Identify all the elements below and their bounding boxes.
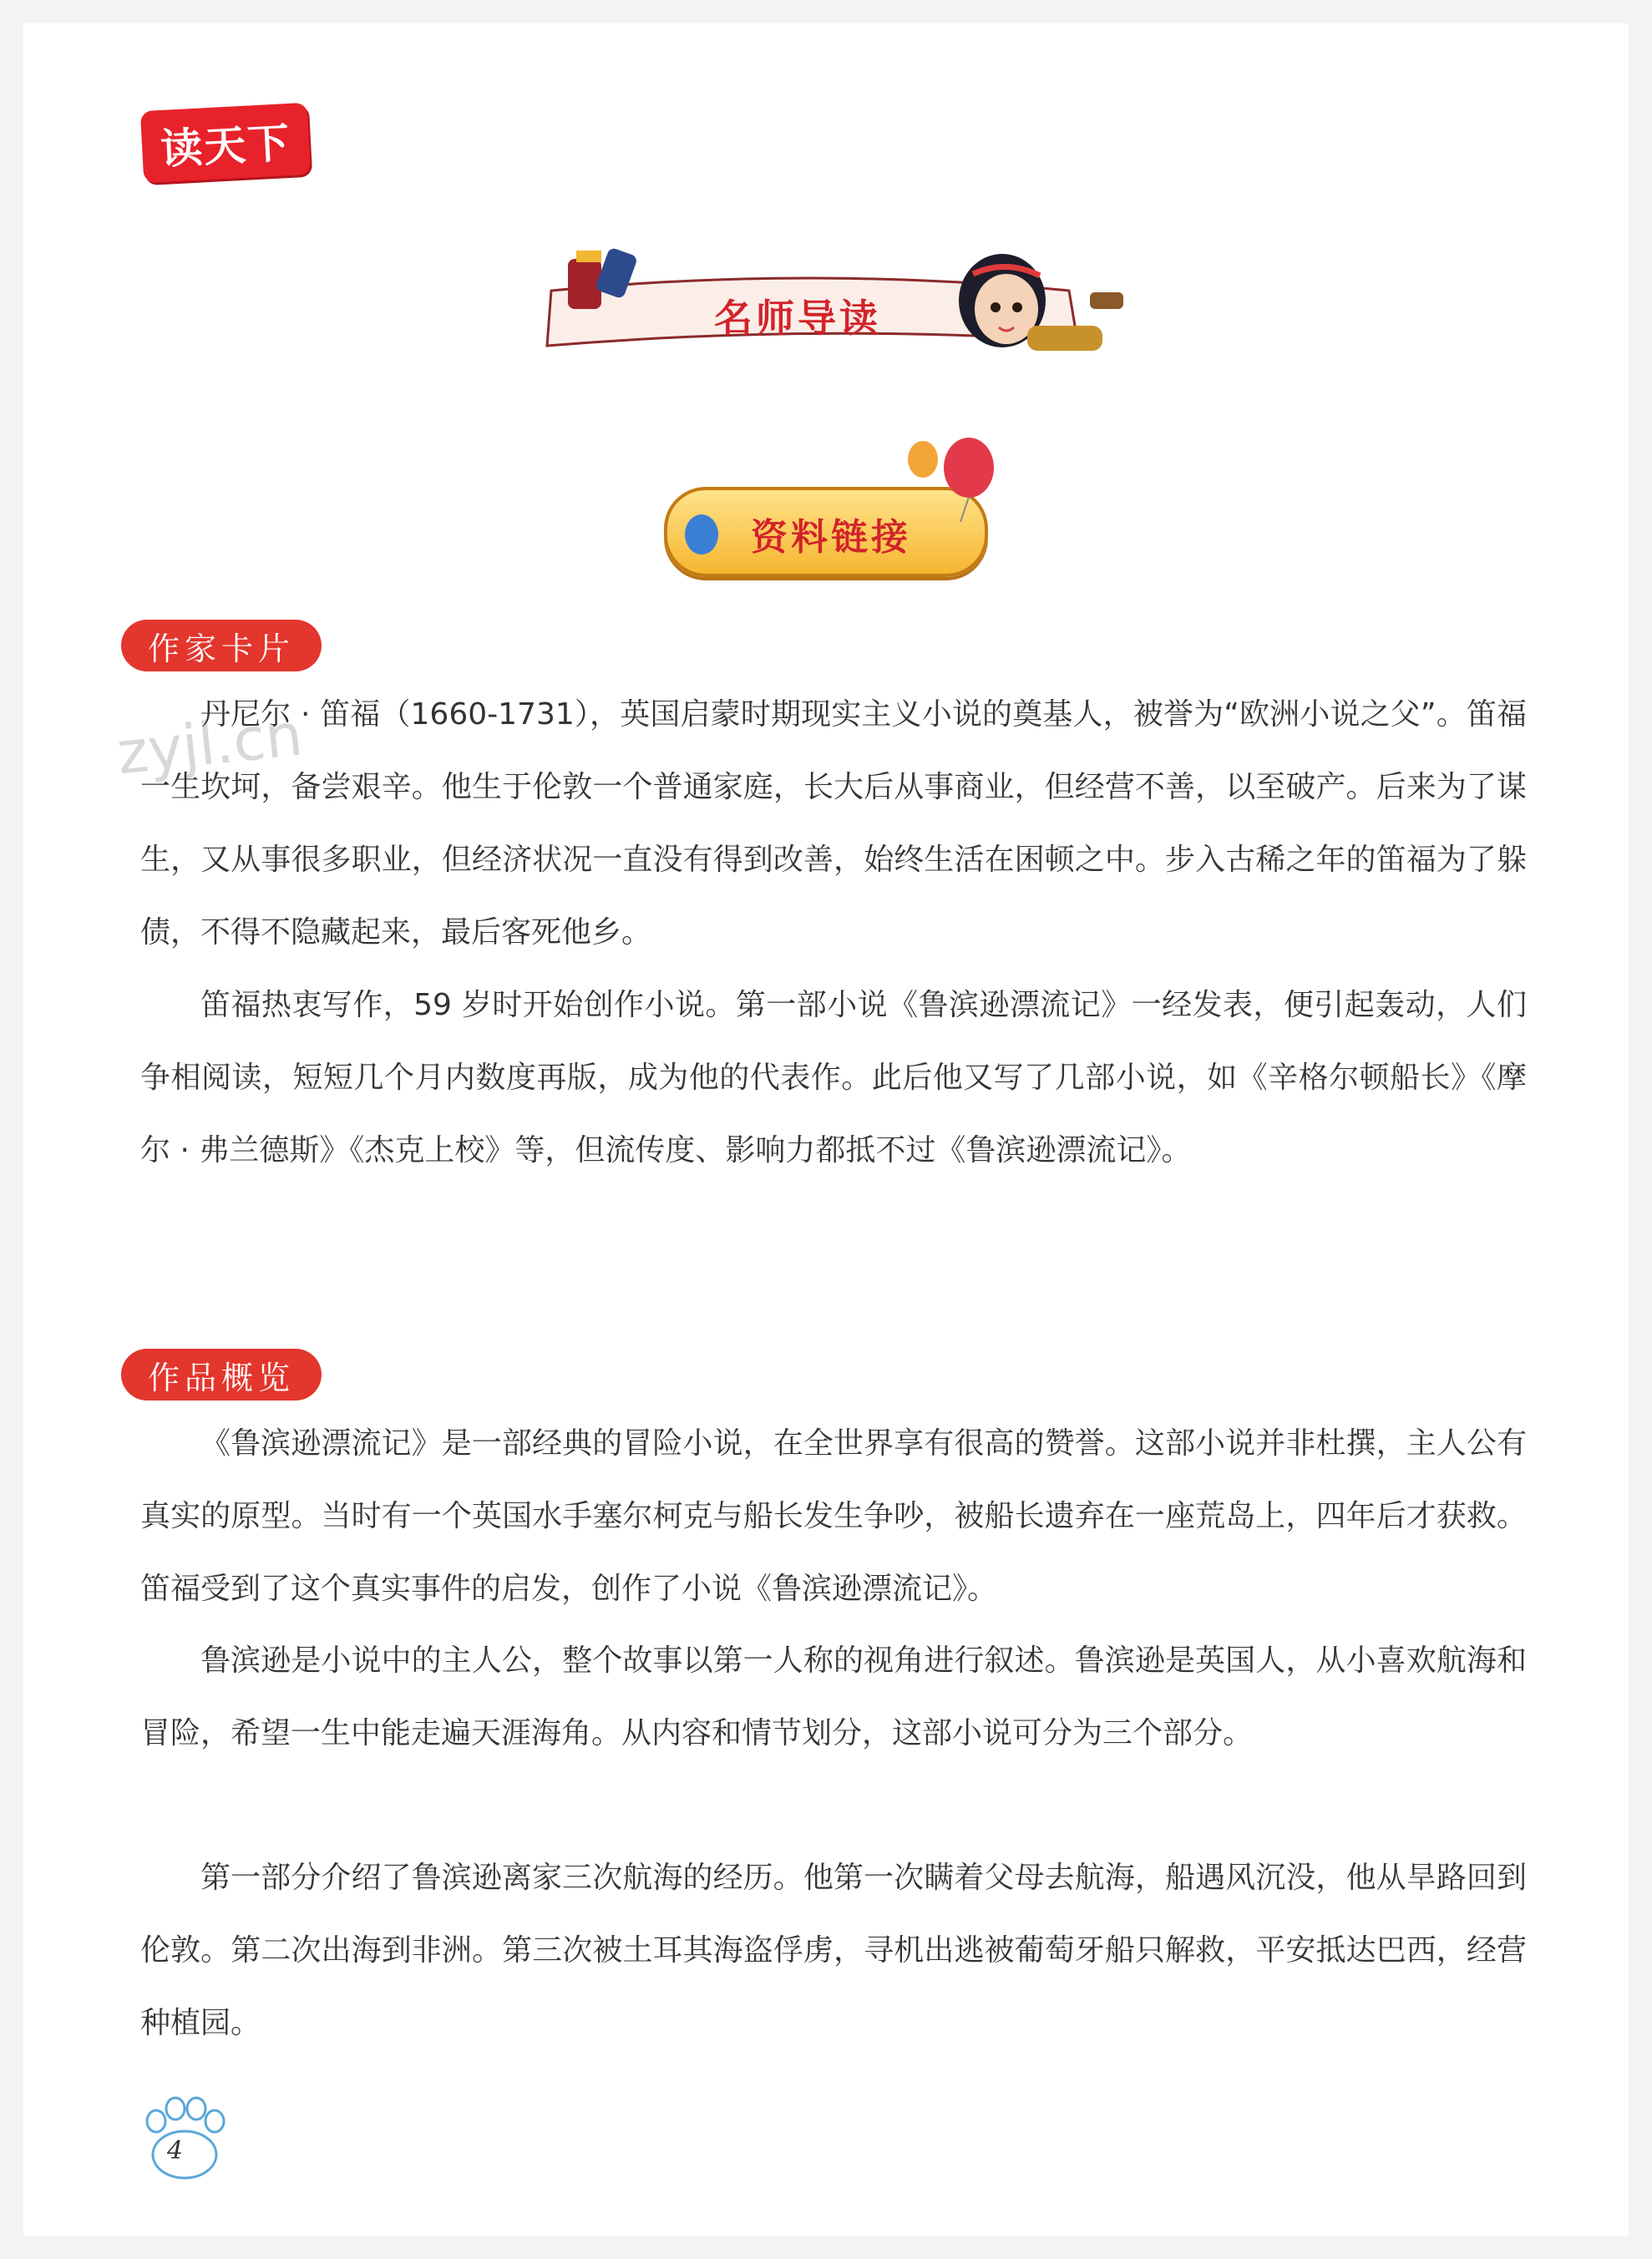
- page-number-badge: [138, 2096, 230, 2180]
- resource-link-title: 资料链接: [751, 516, 911, 559]
- lantern-icon: [543, 242, 660, 334]
- guide-banner: [535, 242, 1136, 376]
- guide-title: 名师导读: [714, 296, 881, 341]
- publisher-logo: [140, 103, 311, 183]
- paw-icon: [138, 2096, 230, 2180]
- paragraph: 第一部分介绍了鲁滨逊离家三次航海的经历。他第一次瞒着父母去航海，船遇风沉没，他从旱路回到伦敦。第二次出海到非洲。第三次被土耳其海盗俘虏，寻机出逃被葡萄牙船只解救，平安抵达巴西，经营种植园。: [140, 1861, 1527, 2040]
- resource-link-banner: [664, 430, 998, 580]
- section-tag-work-overview: 作品概览: [121, 1349, 322, 1400]
- paragraph: 笛福热衷写作，59 岁时开始创作小说。第一部小说《鲁滨逊漂流记》一经发表，便引起轰动，人们争相阅读，短短几个月内数度再版，成为他的代表作。此后他又写了几部小说，如《辛格尔顿船长》《摩尔 · 弗兰德斯》《杰克上校》等，但流传度、影响力都抵不过《鲁滨逊漂流记》。: [140, 988, 1527, 1167]
- page-number: 4: [167, 2136, 184, 2165]
- section-tag-author-card: 作家卡片: [121, 620, 322, 671]
- watermark: zyjl.cn: [114, 700, 306, 788]
- paragraph: 鲁滨逊是小说中的主人公，整个故事以第一人称的视角进行叙述。鲁滨逊是英国人，从小喜欢航海和冒险，希望一生中能走遍天涯海角。从内容和情节划分，这部小说可分为三个部分。: [140, 1644, 1527, 1750]
- paragraph: 《鲁滨逊漂流记》是一部经典的冒险小说，在全世界享有很高的赞誉。这部小说并非杜撰，主人公有真实的原型。当时有一个英国水手塞尔柯克与船长发生争吵，被船长遗弃在一座荒岛上，四年后才获救。笛福受到了这个真实事件的启发，创作了小说《鲁滨逊漂流记》。: [140, 1426, 1527, 1606]
- girl-reading-icon: [927, 242, 1136, 367]
- paragraph: 丹尼尔 · 笛福（1660-1731），英国启蒙时期现实主义小说的奠基人，被誉为“欧洲小说之父”。笛福一生坎坷，备尝艰辛。他生于伦敦一个普通家庭，长大后从事商业，但经营不善，以至破产。后来为了谋生，又从事很多职业，但经济状况一直没有得到改善，始终生活在困顿之中。步入古稀之年的笛福为了躲债，不得不隐藏起来，最后客死他乡。: [140, 697, 1527, 950]
- logo-text: 读天下: [159, 118, 292, 175]
